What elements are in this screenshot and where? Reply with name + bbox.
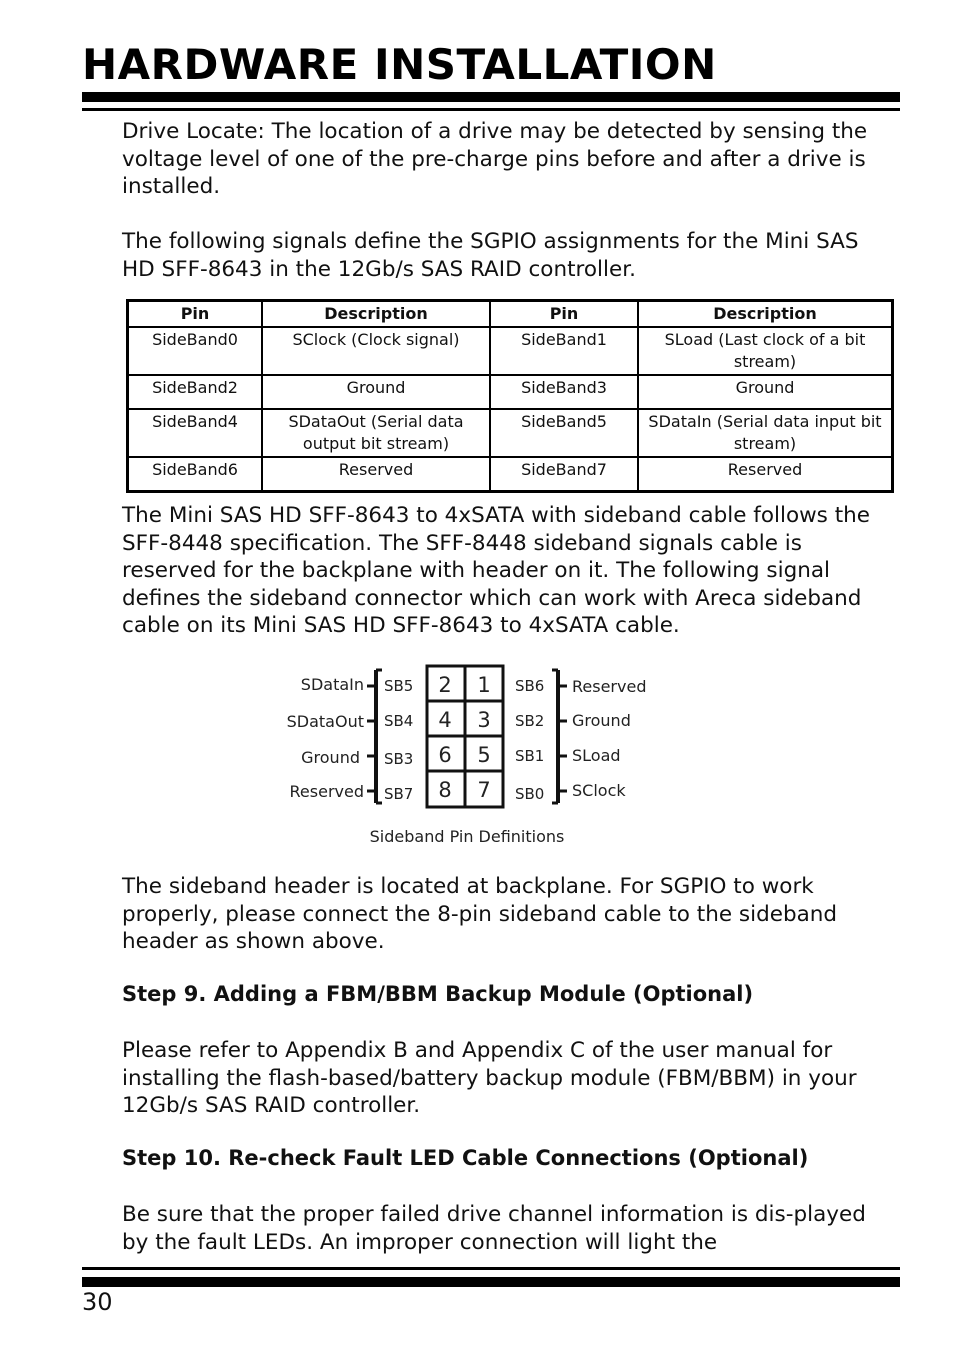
paragraph-step-10: Be sure that the proper failed drive channel information is dis-played by the fault LEDs. An improper connection will light the bbox=[122, 1202, 866, 1255]
pin-number: 8 bbox=[438, 778, 452, 802]
pin-number: 3 bbox=[477, 708, 491, 732]
left-signal-label: Ground bbox=[301, 748, 360, 767]
table-header-cell: Pin bbox=[490, 301, 638, 328]
sgpio-table bbox=[126, 299, 894, 493]
table-cell: SideBand4 bbox=[128, 409, 263, 457]
paragraph-sgpio-intro: The following signals define the SGPIO assignments for the Mini SAS HD SFF-8643 in the 12Gb/s SAS RAID controller. bbox=[122, 229, 859, 282]
table-header-cell: Pin bbox=[128, 301, 263, 328]
table-header-row bbox=[128, 301, 893, 328]
pin-number: 1 bbox=[477, 673, 491, 697]
figure-caption: Sideband Pin Definitions bbox=[369, 827, 565, 846]
pin-number: 4 bbox=[438, 708, 452, 732]
table-cell: SideBand5 bbox=[490, 409, 638, 457]
table-cell: SideBand1 bbox=[490, 327, 638, 375]
page-number: 30 bbox=[82, 1288, 113, 1316]
table-cell: Reserved bbox=[638, 457, 893, 492]
right-sb-label: SB1 bbox=[515, 747, 545, 765]
table-row bbox=[128, 327, 893, 375]
page-title: HARDWARE INSTALLATION bbox=[82, 40, 717, 89]
table-cell: Ground bbox=[262, 375, 490, 409]
left-signal-label: SDataIn bbox=[300, 675, 364, 694]
header-rule-thick bbox=[82, 92, 900, 102]
left-signal-label: Reserved bbox=[289, 782, 364, 801]
step-10-heading: Step 10. Re-check Fault LED Cable Connections (Optional) bbox=[122, 1146, 809, 1170]
sideband-pin-diagram bbox=[270, 658, 670, 848]
table-header-cell: Description bbox=[638, 301, 893, 328]
paragraph-sideband-header: The sideband header is located at backplane. For SGPIO to work properly, please connect the 8-pin sideband cable to the sideband header as shown above. bbox=[122, 874, 838, 954]
table-row bbox=[128, 375, 893, 409]
paragraph-sideband-cable: The Mini SAS HD SFF-8643 to 4xSATA with sideband cable follows the SFF-8448 specification. The SFF-8448 sideband signals cable is reserved for the backplane with header on it. The following signal defines the sideband connector which can work with Areca sideband cable on its Mini SAS HD SFF-8643 to 4xSATA cable. bbox=[122, 503, 871, 638]
pin-number: 6 bbox=[438, 743, 452, 767]
pin-number: 5 bbox=[477, 743, 491, 767]
footer-rule-thin bbox=[82, 1267, 900, 1270]
table-cell: SideBand0 bbox=[128, 327, 263, 375]
right-signal-label: Reserved bbox=[572, 677, 647, 696]
right-sb-label: SB6 bbox=[515, 677, 545, 695]
left-sb-label: SB3 bbox=[384, 750, 414, 768]
table-row bbox=[128, 457, 893, 492]
left-sb-label: SB5 bbox=[384, 677, 414, 695]
left-sb-label: SB7 bbox=[384, 785, 414, 803]
table-cell: SideBand3 bbox=[490, 375, 638, 409]
table-cell: SClock (Clock signal) bbox=[262, 327, 490, 375]
right-sb-label: SB0 bbox=[515, 785, 545, 803]
right-signal-label: SLoad bbox=[572, 746, 621, 765]
table-cell: Reserved bbox=[262, 457, 490, 492]
header-rule-thin bbox=[82, 108, 900, 111]
footer-rule-thick bbox=[82, 1277, 900, 1287]
right-sb-label: SB2 bbox=[515, 712, 545, 730]
pin-number: 2 bbox=[438, 673, 452, 697]
table-row bbox=[128, 409, 893, 457]
table-cell: SDataOut (Serial data output bit stream) bbox=[262, 409, 490, 457]
step-9-heading: Step 9. Adding a FBM/BBM Backup Module (Optional) bbox=[122, 982, 754, 1006]
table-cell: SDataIn (Serial data input bit stream) bbox=[638, 409, 893, 457]
table-cell: SLoad (Last clock of a bit stream) bbox=[638, 327, 893, 375]
sideband-pin-figure bbox=[270, 658, 670, 848]
table-cell: Ground bbox=[638, 375, 893, 409]
pin-number: 7 bbox=[477, 778, 491, 802]
left-sb-label: SB4 bbox=[384, 712, 414, 730]
table-header-cell: Description bbox=[262, 301, 490, 328]
paragraph-step-9: Please refer to Appendix B and Appendix C of the user manual for installing the flash-based/battery backup module (FBM/BBM) in your 12Gb/s SAS RAID controller. bbox=[122, 1038, 857, 1118]
table-cell: SideBand7 bbox=[490, 457, 638, 492]
left-signal-label: SDataOut bbox=[286, 712, 364, 731]
paragraph-drive-locate: Drive Locate: The location of a drive may be detected by sensing the voltage level of one of the pre-charge pins before and after a drive is installed. bbox=[122, 119, 868, 199]
table-cell: SideBand2 bbox=[128, 375, 263, 409]
table-cell: SideBand6 bbox=[128, 457, 263, 492]
right-signal-label: SClock bbox=[572, 781, 626, 800]
right-signal-label: Ground bbox=[572, 711, 631, 730]
